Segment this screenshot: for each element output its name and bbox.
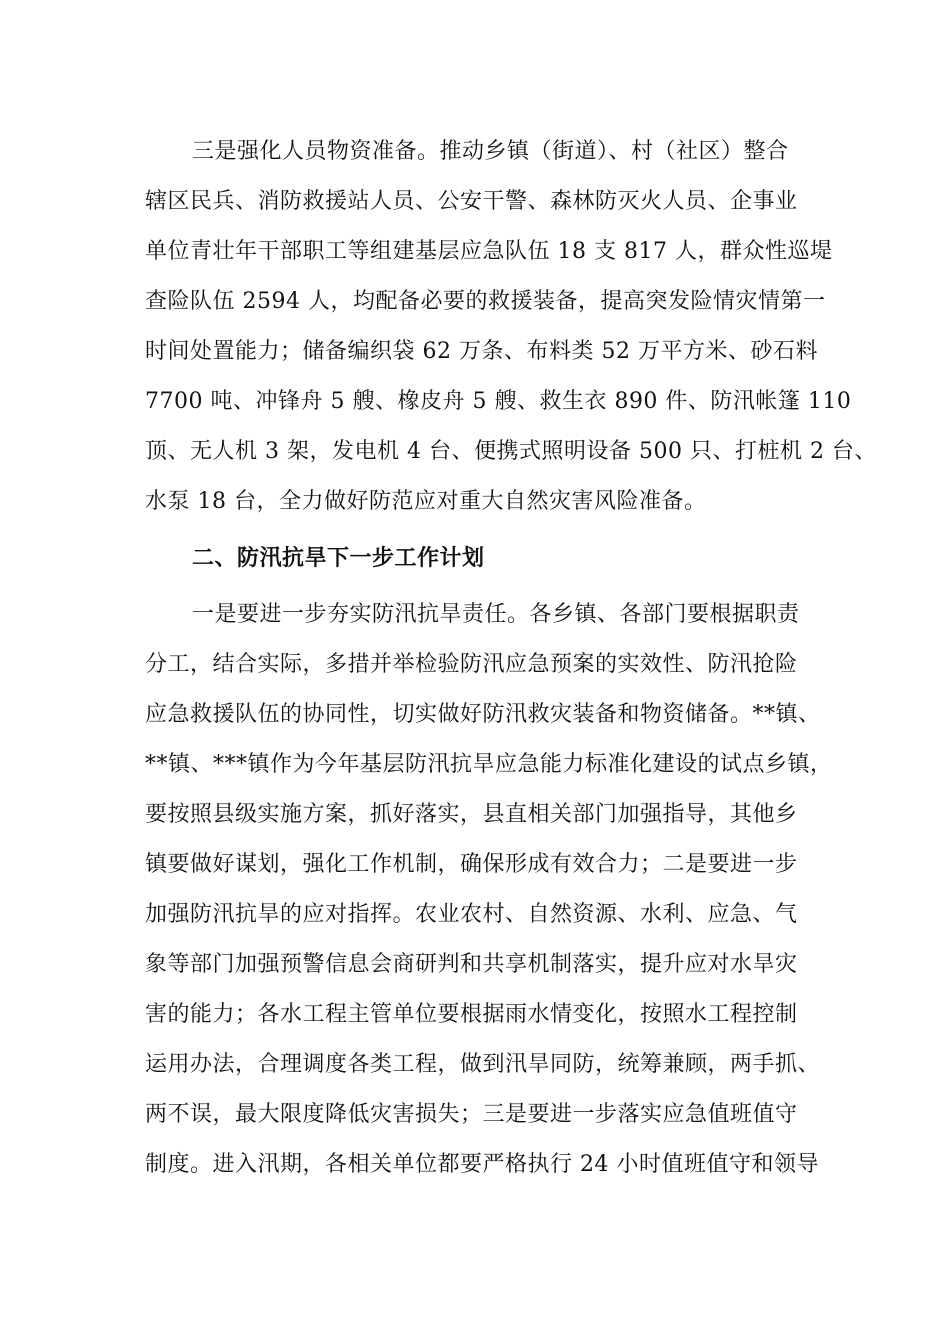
paragraph-line: 单位青壮年干部职工等组建基层应急队伍 18 支 817 人，群众性巡堤 — [145, 239, 833, 264]
paragraph-line: 时间处置能力；储备编织袋 62 万条、布料类 52 万平方米、砂石料 — [145, 339, 818, 364]
paragraph-line: 一是要进一步夯实防汛抗旱责任。各乡镇、各部门要根据职责 — [192, 602, 800, 627]
paragraph-line: 分工，结合实际，多措并举检验防汛应急预案的实效性、防汛抢险 — [145, 652, 798, 677]
paragraph-line: 象等部门加强预警信息会商研判和共享机制落实，提升应对水旱灾 — [145, 952, 798, 977]
paragraph-line: 加强防汛抗旱的应对指挥。农业农村、自然资源、水利、应急、气 — [145, 902, 798, 927]
paragraph-line: 镇要做好谋划，强化工作机制，确保形成有效合力；二是要进一步 — [145, 852, 798, 877]
paragraph-line: 要按照县级实施方案，抓好落实，县直相关部门加强指导，其他乡 — [145, 802, 798, 827]
paragraph-line: **镇、***镇作为今年基层防汛抗旱应急能力标准化建设的试点乡镇， — [145, 752, 833, 777]
paragraph-line: 水泵 18 台，全力做好防范应对重大自然灾害风险准备。 — [145, 489, 707, 514]
paragraph-line: 辖区民兵、消防救援站人员、公安干警、森林防灭火人员、企事业 — [145, 189, 798, 214]
paragraph-line: 三是强化人员物资准备。推动乡镇（街道）、村（社区）整合 — [192, 139, 789, 164]
paragraph-line: 顶、无人机 3 架，发电机 4 台、便携式照明设备 500 只、打桩机 2 台、 — [145, 439, 877, 464]
paragraph-line: 查险队伍 2594 人，均配备必要的救援装备，提高突发险情灾情第一 — [145, 289, 826, 314]
section-heading: 二、防汛抗旱下一步工作计划 — [192, 546, 485, 571]
paragraph-line: 制度。进入汛期，各相关单位都要严格执行 24 小时值班值守和领导 — [145, 1152, 819, 1177]
paragraph-line: 害的能力；各水工程主管单位要根据雨水情变化，按照水工程控制 — [145, 1002, 798, 1027]
paragraph-line: 两不误，最大限度降低灾害损失；三是要进一步落实应急值班值守 — [145, 1102, 798, 1127]
paragraph-line: 应急救援队伍的协同性，切实做好防汛救灾装备和物资储备。**镇、 — [145, 702, 821, 727]
paragraph-line: 运用办法，合理调度各类工程，做到汛旱同防，统筹兼顾，两手抓、 — [145, 1052, 821, 1077]
paragraph-line: 7700 吨、冲锋舟 5 艘、橡皮舟 5 艘、救生衣 890 件、防汛帐篷 110 — [145, 389, 852, 414]
